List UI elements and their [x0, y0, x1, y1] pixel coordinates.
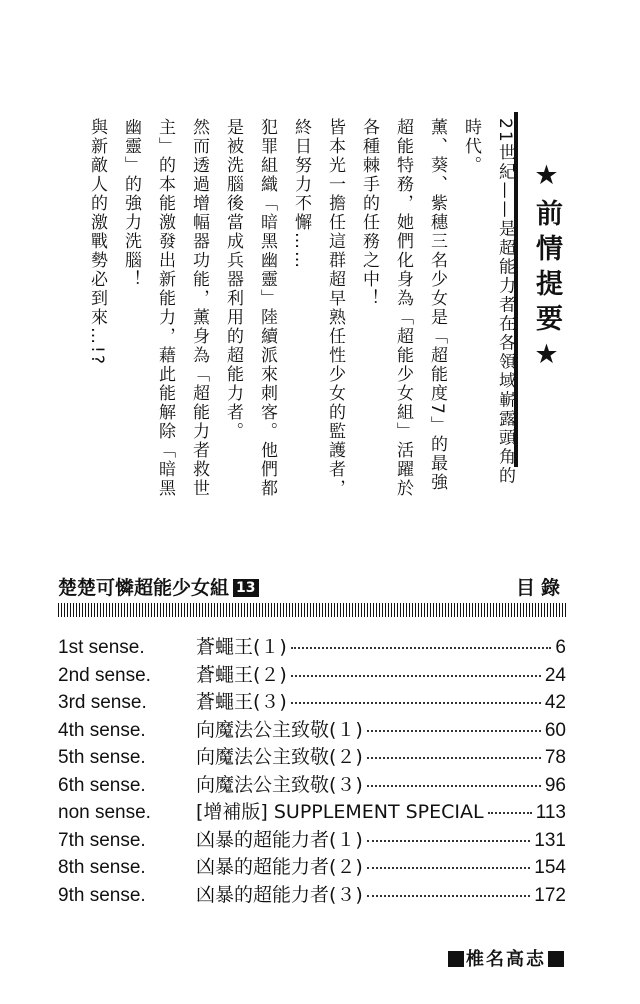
toc-row	[58, 852, 566, 880]
toc-sense: 9th sense.	[58, 884, 146, 906]
synopsis-paragraph-6: 與新敵人的激戰勢必到來…!?	[87, 118, 107, 366]
toc-sense: 7th sense.	[58, 829, 146, 851]
toc-chapter: 蒼蠅王(３)	[196, 691, 287, 713]
toc-leader	[367, 840, 530, 842]
toc-leader	[291, 675, 541, 677]
square-bullet-icon	[548, 951, 564, 967]
synopsis-paragraph-2: 薰、葵、紫穗三名少女是「超能度7」的最強超能特務，她們化身為「超能少女組」活躍於各種棘手的任務之中！	[359, 118, 447, 498]
hatched-divider	[58, 603, 566, 617]
toc-page: 42	[544, 692, 566, 713]
toc-page: 78	[544, 747, 566, 768]
synopsis-paragraph-5: 然而透過增幅器功能，薰身為「超能力者救世主」的本能激發出新能力，藉此能解除「暗黑幽靈」的強力洗腦！	[121, 118, 209, 498]
toc-sense: 4th sense.	[58, 719, 146, 741]
author-name: 椎名高志	[466, 949, 546, 970]
toc-sense: 6th sense.	[58, 774, 146, 796]
toc-list	[58, 632, 566, 907]
toc-sense: 5th sense.	[58, 747, 146, 768]
toc-sense: 3rd sense.	[58, 692, 147, 713]
toc-chapter: [增補版] SUPPLEMENT SPECIAL	[196, 801, 484, 823]
toc-label: 目錄	[515, 577, 566, 599]
toc-sense: 2nd sense.	[58, 664, 151, 686]
toc-row	[58, 715, 566, 743]
author-credit	[446, 945, 566, 971]
toc-leader	[367, 785, 541, 787]
toc-chapter: 向魔法公主致敬(１)	[196, 718, 363, 741]
toc-chapter: 向魔法公主致敬(２)	[196, 746, 363, 768]
toc-page: 24	[544, 664, 566, 686]
toc-row	[58, 770, 566, 798]
toc-row	[58, 660, 566, 688]
toc-page: 154	[534, 857, 566, 878]
toc-chapter: 蒼蠅王(２)	[196, 663, 287, 686]
toc-row	[58, 797, 566, 825]
synopsis-paragraph-1: 21世紀——是超能力者在各領域嶄露頭角的時代。	[461, 118, 515, 486]
toc-page: 96	[544, 774, 566, 796]
toc-page: 131	[534, 829, 566, 851]
toc-page: 6	[555, 637, 566, 658]
toc-leader	[367, 895, 530, 897]
toc-leader	[291, 647, 552, 649]
toc-leader	[367, 757, 541, 759]
toc-page: 60	[544, 719, 566, 741]
toc-page: 172	[534, 884, 566, 906]
toc-chapter: 向魔法公主致敬(３)	[196, 773, 363, 796]
toc-chapter: 蒼蠅王(１)	[196, 636, 287, 658]
toc-row	[58, 880, 566, 908]
toc-leader	[367, 867, 530, 869]
toc-page: 113	[535, 802, 566, 823]
toc-chapter: 凶暴的超能力者(３)	[196, 883, 363, 906]
toc-sense: 8th sense.	[58, 857, 146, 878]
toc-row	[58, 632, 566, 660]
synopsis-paragraph-4: 犯罪組織「暗黑幽靈」陸續派來刺客。他們都是被洗腦後當成兵器利用的超能力者。	[223, 118, 277, 498]
toc-header	[58, 573, 566, 601]
toc-sense: 1st sense.	[58, 637, 145, 658]
synopsis-body	[52, 118, 522, 518]
book-title-text: 楚楚可憐超能少女組	[58, 577, 230, 599]
toc-leader	[488, 812, 532, 814]
synopsis-paragraph-3: 皆本光一擔任這群超早熟任性少女的監護者，終日努力不懈……	[291, 118, 345, 498]
toc-chapter: 凶暴的超能力者(２)	[196, 856, 363, 878]
volume-badge: 13	[233, 579, 258, 597]
toc-chapter: 凶暴的超能力者(１)	[196, 828, 363, 851]
toc-row	[58, 825, 566, 853]
toc-leader	[367, 730, 541, 732]
toc-row	[58, 687, 566, 715]
synopsis-title: ★前情提要★	[531, 160, 562, 378]
toc-sense: non sense.	[58, 802, 151, 823]
toc-leader	[291, 702, 541, 704]
book-title	[58, 573, 259, 600]
square-bullet-icon	[448, 951, 464, 967]
toc-row	[58, 742, 566, 770]
